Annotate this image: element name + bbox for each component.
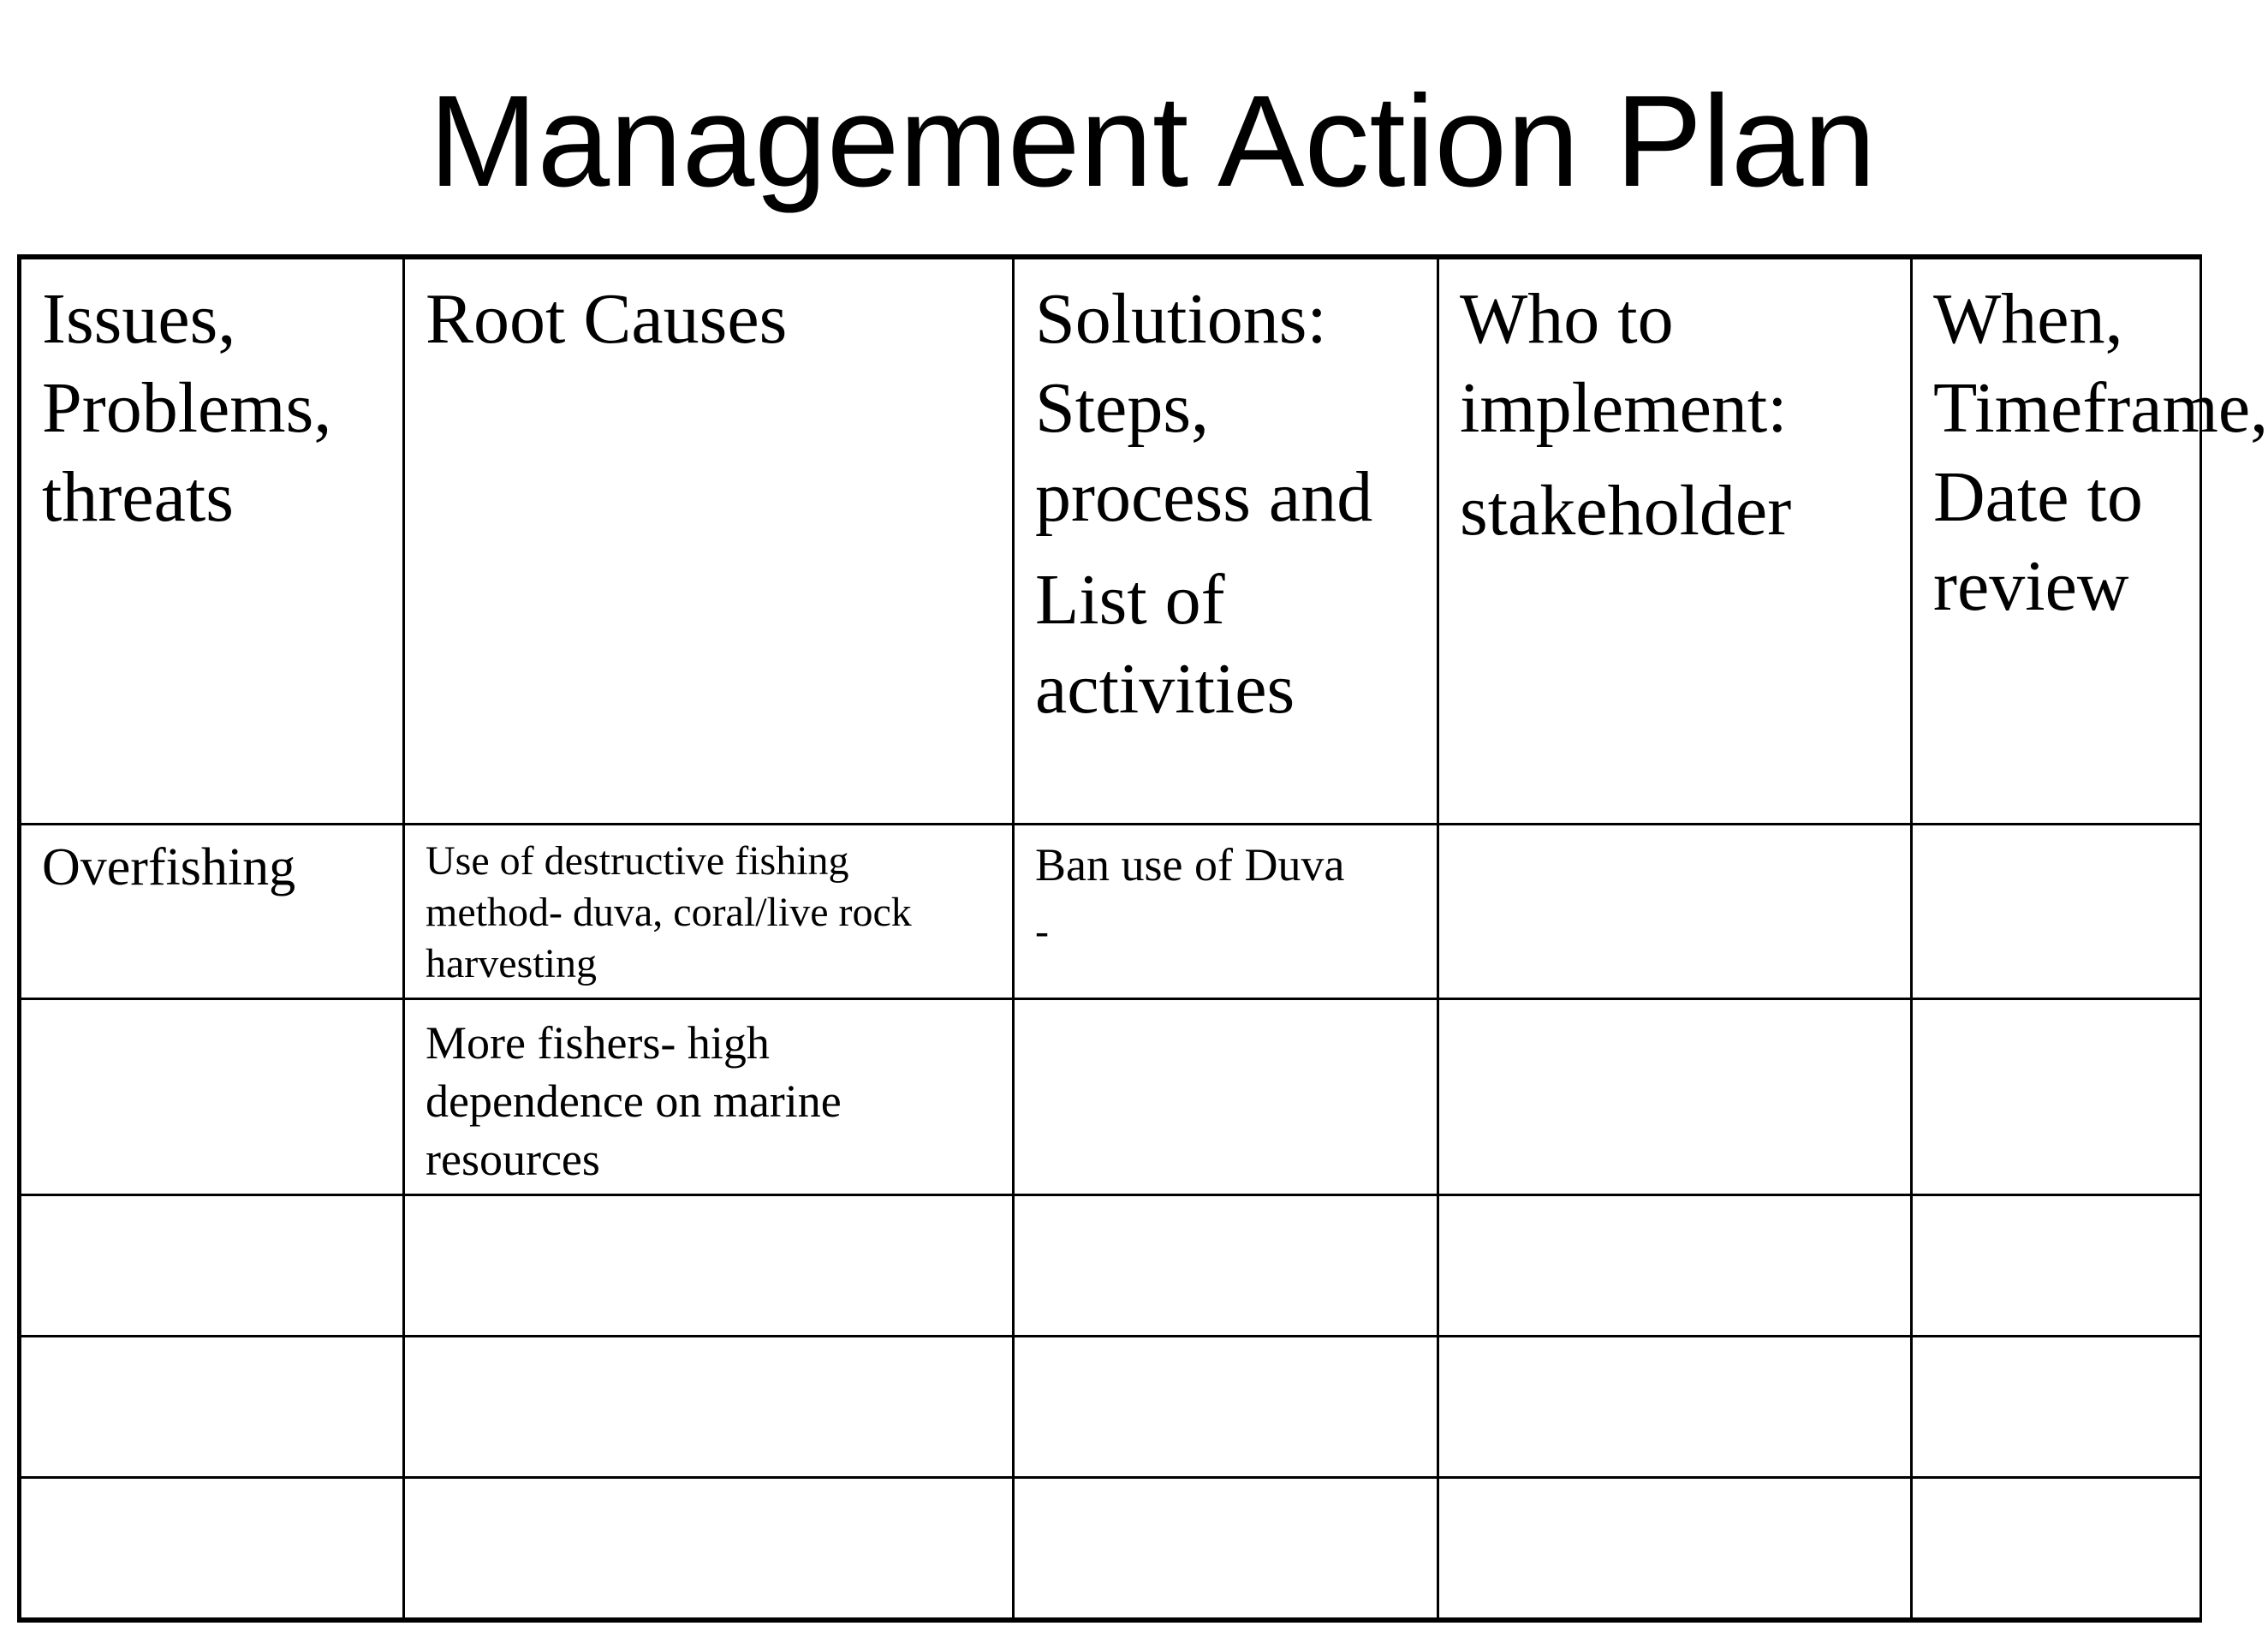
table-row (20, 824, 2201, 998)
empty-cell (1438, 1477, 1912, 1620)
empty-cell (1014, 1477, 1438, 1620)
header-who (1438, 257, 1912, 824)
header-when (1912, 257, 2268, 824)
empty-cell (404, 1336, 1014, 1477)
table-row-empty (20, 1194, 2201, 1336)
action-plan-table (17, 254, 2268, 1623)
empty-cell (1438, 1194, 1912, 1336)
cell-when (1912, 824, 2201, 998)
cell-who (1438, 824, 1912, 998)
header-when-label: When, Timeframe, Date to review (1933, 279, 2268, 626)
header-root-causes (404, 257, 1014, 824)
cell-solution-text: Ban use of Duva (1035, 838, 1345, 890)
empty-cell (1438, 1336, 1912, 1477)
cell-who (1438, 998, 1912, 1194)
empty-cell (1014, 1194, 1438, 1336)
empty-cell (1912, 1477, 2201, 1620)
table-row-empty (20, 1477, 2201, 1620)
table-row (20, 998, 2201, 1194)
empty-cell (404, 1194, 1014, 1336)
header-root-causes-label: Root Causes (426, 279, 788, 359)
empty-cell (1912, 1194, 2201, 1336)
header-stakeholder-label: stakeholder (1460, 471, 1792, 551)
empty-cell (1912, 1336, 2201, 1477)
header-solutions (1014, 257, 1438, 824)
cell-root-cause (404, 824, 1014, 998)
empty-cell (1014, 1336, 1438, 1477)
header-who-label: Who to implement: (1460, 279, 1788, 448)
cell-solution (1014, 824, 1438, 998)
cell-root-cause-text: Use of destructive fishing method- duva, coral/live rock harvesting (426, 837, 912, 986)
table-row-empty (20, 1336, 2201, 1477)
header-issues-label: Issues, Problems, threats (42, 279, 332, 537)
page-title: Management Action Plan (429, 68, 1876, 214)
header-solutions-label: Solutions: Steps, process and (1035, 279, 1373, 537)
header-issues (20, 257, 404, 824)
empty-cell (20, 1336, 404, 1477)
empty-cell (20, 1477, 404, 1620)
cell-root-cause-text: More fishers- high dependence on marine resources (426, 1016, 842, 1185)
cell-issue-text: Overfishing (42, 837, 296, 896)
cell-root-cause (404, 998, 1014, 1194)
cell-when (1912, 998, 2201, 1194)
cell-issue (20, 998, 404, 1194)
cell-solution (1014, 998, 1438, 1194)
empty-cell (404, 1477, 1014, 1620)
empty-cell (20, 1194, 404, 1336)
table-header-row (20, 257, 2201, 824)
cell-solution-extra-text: - (1035, 908, 1049, 954)
header-solutions-list-label: List of activities (1035, 560, 1295, 729)
cell-issue (20, 824, 404, 998)
